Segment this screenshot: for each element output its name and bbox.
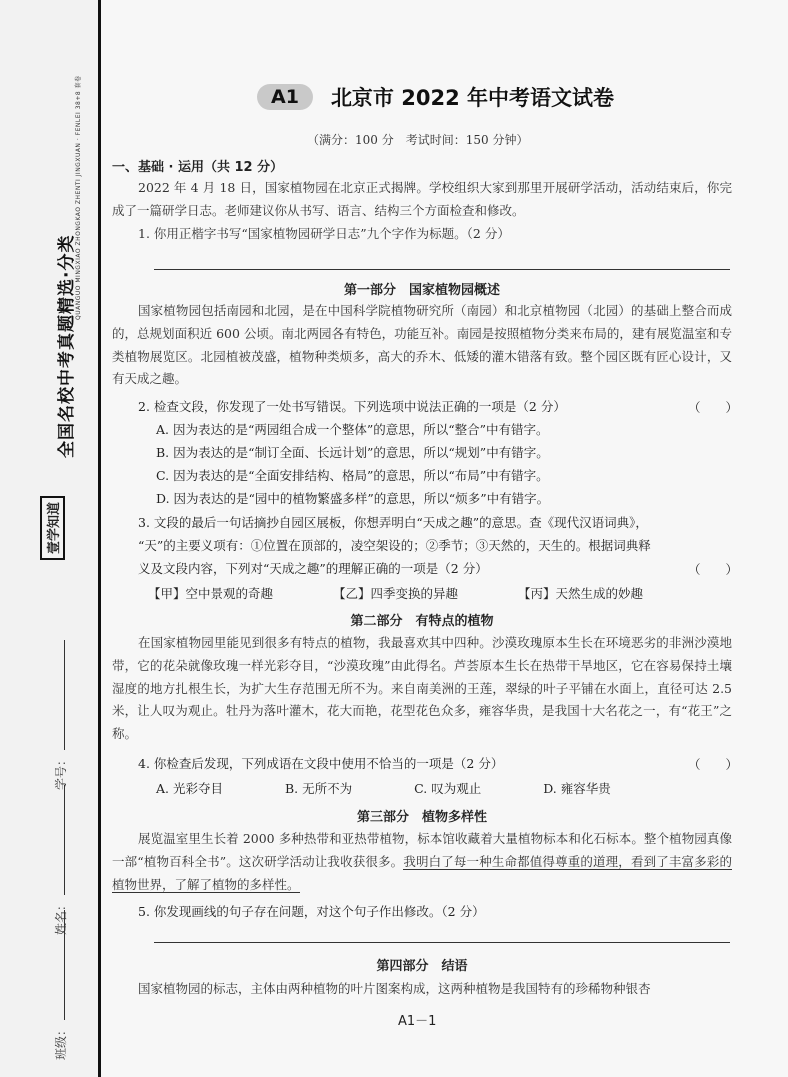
part4-text: 国家植物园的标志，主体由两种植物的叶片图案构成，这两种植物是我国特有的珍稀物种银杏: [138, 981, 651, 996]
q4-options: [156, 779, 611, 797]
section1: [112, 156, 732, 245]
part3-text: [112, 828, 732, 896]
q4-option-a[interactable]: A. 光彩夺目: [156, 781, 223, 796]
question-5: 5. 你发现画线的句子存在问题，对这个句子作出修改。（2 分）: [138, 904, 485, 919]
part4-title: 第四部分 结语: [376, 959, 468, 974]
divider: [154, 942, 730, 943]
q3-option-bing[interactable]: 【丙】天然生成的妙趣: [518, 586, 644, 601]
section1-intro: 2022 年 4 月 18 日，国家植物园在北京正式揭牌。学校组织大家到那里开展研学活动，活动结束后，你完成了一篇研学日志。老师建议你从书写、语言、结构三个方面检查和修改。: [112, 180, 732, 218]
part3-title: 第三部分 植物多样性: [356, 810, 487, 825]
field-name: 姓名：: [52, 785, 69, 935]
paper-badge: A1: [257, 84, 313, 110]
section1-heading: 一、基础 · 运用（共 12 分）: [112, 160, 284, 175]
q2-option-b[interactable]: B. 因为表达的是“制订全面、长远计划”的意思，所以“规划”中有错字。: [156, 445, 549, 460]
q2-option-c[interactable]: C. 因为表达的是“全面安排结构、格局”的意思，所以“布局”中有错字。: [156, 468, 549, 483]
series-title: 全国名校中考真题精选·分类: [57, 234, 77, 458]
divider: [154, 269, 730, 270]
q3-option-yi[interactable]: 【乙】四季变换的异趣: [333, 586, 459, 601]
field-student-id: 学号：: [52, 640, 69, 790]
q3-options: [148, 584, 643, 602]
question-3-line2: “天”的主要义项有：①位置在顶部的，凌空架设的；②季节；③天然的，天生的。根据词典释: [138, 538, 651, 553]
question-4: 4. 你检查后发现，下列成语在文段中使用不恰当的一项是（2 分）: [138, 756, 504, 771]
question-2: 2. 检查文段，你发现了一处书写错误。下列选项中说法正确的一项是（2 分）: [138, 399, 566, 414]
q4-option-c[interactable]: C. 叹为观止: [414, 781, 482, 796]
answer-blank-2[interactable]: （ ）: [688, 400, 739, 415]
underlined-sentence: 我明白了每一种生命都值得尊重的道理，看到了丰富多彩的植物世界，了解了植物的多样性。: [112, 853, 732, 892]
paper-meta: （满分：100 分 考试时间：150 分钟）: [307, 133, 529, 147]
part2-text: 在国家植物园里能见到很多有特点的植物，我最喜欢其中四种。沙漠玫瑰原本生长在环境恶劣的非洲沙漠地带，它的花朵就像玫瑰一样光彩夺目，“沙漠玫瑰”由此得名。芦荟原本生长在热带干旱地区，它在容易保持土壤湿度的地方扎根生长，为扩大生存范围无所不为。来自南美洲的王莲，翠绿的叶子平铺在水面上，直径可达 2.5 米，让人叹为观止。牡丹为落叶灌木，花大而艳，花型花色众多，雍容华贵，是我国十大名花之一，有“花王”之称。: [112, 635, 732, 742]
q2-option-a[interactable]: A. 因为表达的是“两园组合成一个整体”的意思，所以“整合”中有错字。: [156, 422, 549, 437]
part1-title: 第一部分 国家植物园概述: [343, 283, 500, 298]
paper-title: 北京市 2022 年中考语文试卷: [330, 86, 615, 110]
question-3-line1: 3. 文段的最后一句话摘抄自园区展板，你想弄明白“天成之趣”的意思。查《现代汉语词典》，: [138, 515, 648, 530]
answer-blank-4[interactable]: （ ）: [688, 757, 739, 772]
part2-title: 第二部分 有特点的植物: [350, 614, 494, 629]
q2-option-d[interactable]: D. 因为表达的是“园中的植物繁盛多样”的意思，所以“烦多”中有错字。: [156, 491, 550, 506]
field-class: 班级：: [52, 910, 69, 1060]
q3-option-jia[interactable]: 【甲】空中景观的奇趣: [148, 586, 274, 601]
binding-line: [98, 0, 101, 1077]
series-subtitle: QUANGUO MINGXIAO ZHONGKAO ZHENTI JINGXUAN · FENLEI 38+8 套卷: [75, 75, 82, 320]
series-logo: 壹学知道: [40, 496, 65, 560]
q4-option-b[interactable]: B. 无所不为: [284, 781, 353, 796]
question-1: 1. 你用正楷字书写“国家植物园研学日志”九个字作为标题。（2 分）: [138, 225, 510, 241]
page-number: A1－1: [398, 1014, 437, 1029]
part1-text: 国家植物园包括南园和北园，是在中国科学院植物研究所（南园）和北京植物园（北园）的基础上整合而成的，总规划面积近 600 公顷。南北两园各有特色，功能互补。南园是按照植物分类来布局的，建有展览温室和专类植物展览区。北园植被茂盛，植物种类烦多，高大的乔木、低矮的灌木错落有致。整个园区既有匠心设计，又有天成之趣。: [112, 303, 732, 387]
title-row: [257, 82, 614, 112]
binding-strip: [0, 0, 98, 1077]
question-3-line3: 义及文段内容，下列对“天成之趣”的理解正确的一项是（2 分）: [138, 561, 488, 576]
answer-blank-3[interactable]: （ ）: [688, 562, 739, 577]
q4-option-d[interactable]: D. 雍容华贵: [543, 781, 611, 796]
part3-text-a: 展览温室里生长着 2000 多种热带和亚热带植物，标本馆收藏着大量植物标本和化石标本。整个植物园真像一部“植物百科全书”。这次研学活动让我收获很多。: [112, 831, 732, 869]
